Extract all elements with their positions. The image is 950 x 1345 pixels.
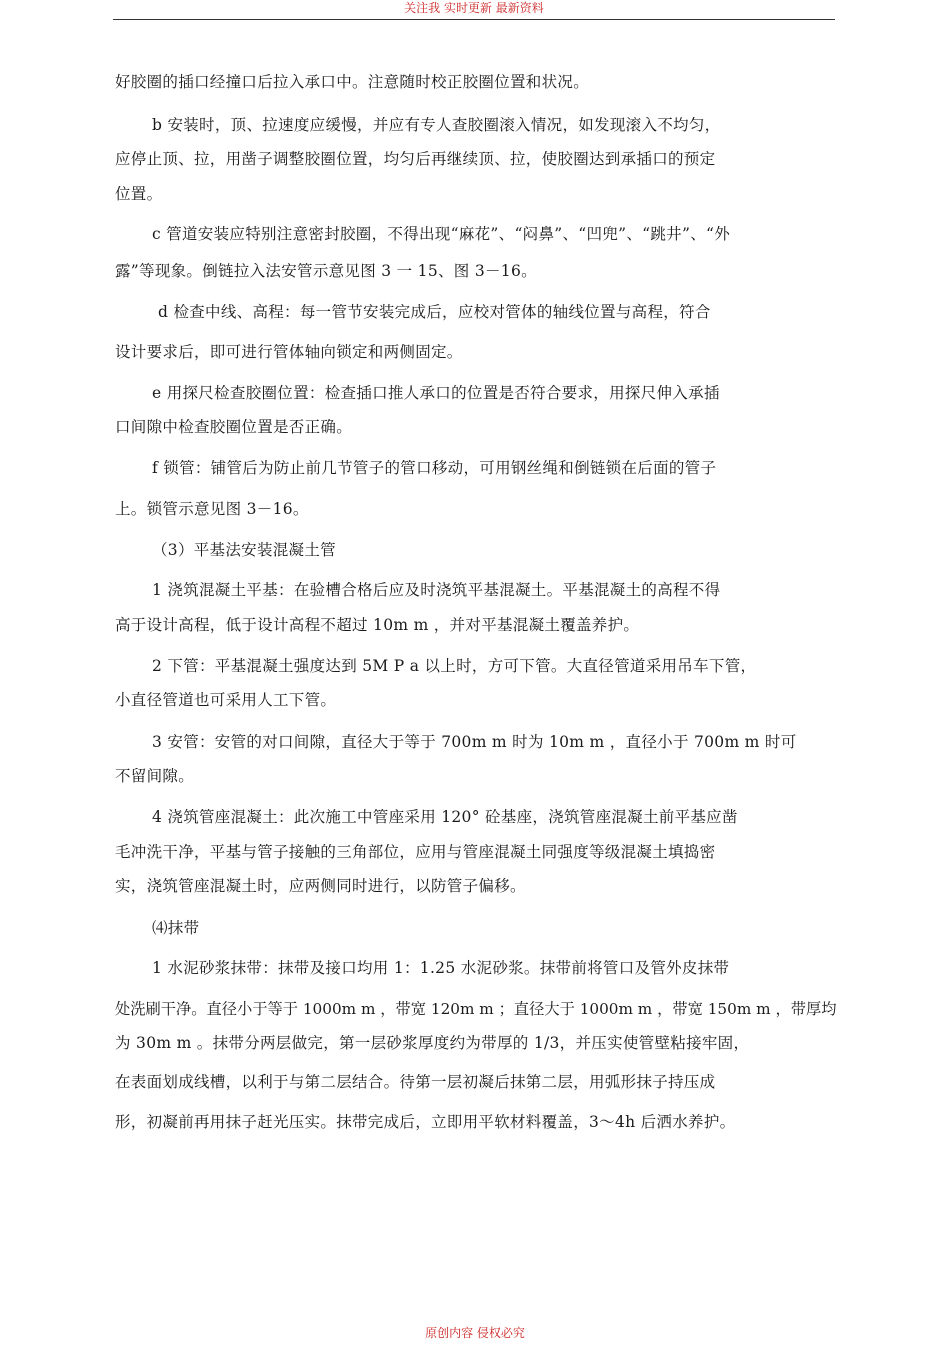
section-heading: （3）平基法安装混凝土管 <box>152 541 336 559</box>
section-heading: ⑷抹带 <box>152 919 200 937</box>
text-line: 应停止顶、拉，用凿子调整胶圈位置，均匀后再继续顶、拉，使胶圈达到承插口的预定 <box>115 150 716 168</box>
text-line: 1 浇筑混凝土平基：在验槽合格后应及时浇筑平基混凝土。平基混凝土的高程不得 <box>152 581 721 599</box>
text-line: d 检查中线、高程：每一管节安装完成后，应校对管体的轴线位置与高程，符合 <box>158 303 711 321</box>
text-line: 小直径管道也可采用人工下管。 <box>115 691 337 709</box>
text-line: 毛冲洗干净，平基与管子接触的三角部位，应用与管座混凝土同强度等级混凝土填捣密 <box>115 843 716 861</box>
text-line: 露”等现象。倒链拉入法安管示意见图 3 一 15、图 3－16。 <box>115 262 537 280</box>
text-line: 4 浇筑管座混凝土：此次施工中管座采用 120° 砼基座，浇筑管座混凝土前平基应凿 <box>152 808 738 826</box>
page-header <box>113 0 835 20</box>
text-line: 设计要求后，即可进行管体轴向锁定和两侧固定。 <box>115 343 463 361</box>
text-line: b 安装时，顶、拉速度应缓慢，并应有专人查胶圈滚入情况，如发现滚入不均匀， <box>152 116 721 134</box>
header-watermark-text: 关注我 实时更新 最新资料 <box>404 1 544 15</box>
text-line: e 用探尺检查胶圈位置：检查插口推人承口的位置是否符合要求，用探尺伸入承插 <box>152 384 720 402</box>
text-line: 形，初凝前再用抹子赶光压实。抹带完成后，立即用平软材料覆盖，3～4h 后洒水养护。 <box>115 1113 736 1131</box>
text-line: 为 30m m 。抹带分两层做完，第一层砂浆厚度约为带厚的 1/3，并压实使管壁粘接牢固， <box>115 1034 750 1052</box>
page-footer: 原创内容 侵权必究 <box>425 1326 525 1340</box>
text-line: 好胶圈的插口经撞口后拉入承口中。注意随时校正胶圈位置和状况。 <box>115 73 590 91</box>
text-line: 实，浇筑管座混凝土时，应两侧同时进行，以防管子偏移。 <box>115 877 526 895</box>
text-line: 高于设计高程，低于设计高程不超过 10m m ，并对平基混凝土覆盖养护。 <box>115 616 640 634</box>
text-line: 口间隙中检查胶圈位置是否正确。 <box>115 418 353 436</box>
text-line: 2 下管：平基混凝土强度达到 5M P a 以上时，方可下管。大直径管道采用吊车下管， <box>152 657 757 675</box>
text-line: 处洗刷干净。直径小于等于 1000m m ，带宽 120m m ；直径大于 1000m m ，带宽 150m m ，带厚均 <box>115 1000 837 1018</box>
text-line: 在表面划成线槽，以利于与第二层结合。待第一层初凝后抹第二层，用弧形抹子持压成 <box>115 1073 716 1091</box>
text-line: 不留间隙。 <box>115 767 195 785</box>
text-line: c 管道安装应特别注意密封胶圈，不得出现“麻花”、“闷鼻”、“凹兜”、“跳井”、“外 <box>152 225 731 243</box>
text-line: 1 水泥砂浆抹带：抹带及接口均用 1：1.25 水泥砂浆。抹带前将管口及管外皮抹带 <box>152 959 730 977</box>
text-line: 位置。 <box>115 185 163 203</box>
text-line: 上。锁管示意见图 3－16。 <box>115 500 309 518</box>
text-line: f 锁管：铺管后为防止前几节管子的管口移动，可用钢丝绳和倒链锁在后面的管子 <box>152 459 717 477</box>
text-line: 3 安管：安管的对口间隙，直径大于等于 700m m 时为 10m m ，直径小于 700m m 时可 <box>152 733 797 751</box>
